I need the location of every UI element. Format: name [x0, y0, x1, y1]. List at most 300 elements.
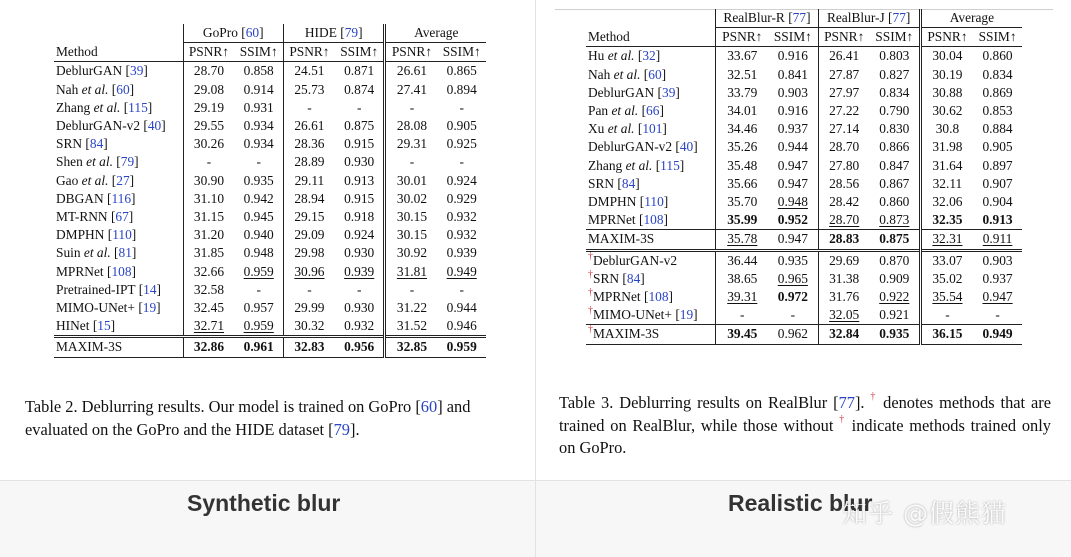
value-cell — [768, 211, 818, 230]
table-row — [54, 117, 486, 135]
value: 32.06 — [932, 194, 963, 210]
value-cell — [920, 102, 973, 120]
method-name: DeblurGAN — [588, 84, 655, 100]
value-cell — [335, 317, 385, 337]
value: 30.90 — [193, 172, 225, 188]
value-cell — [335, 81, 385, 99]
value: 28.70 — [193, 63, 225, 79]
et-al: et al. — [611, 103, 639, 119]
value-cell — [920, 270, 973, 288]
value-cell — [183, 117, 234, 135]
method-cell: DeblurGAN-v2 [40] — [588, 139, 698, 155]
value: 29.15 — [294, 209, 325, 225]
citation: 110 — [644, 194, 664, 210]
value-cell — [768, 288, 818, 306]
method-cell: Gao et al. [27] — [56, 172, 135, 188]
value-cell — [818, 66, 870, 84]
value: 28.83 — [829, 231, 860, 247]
value: - — [459, 154, 464, 170]
citation: 40 — [147, 118, 162, 134]
value: 28.70 — [829, 212, 860, 228]
value: 32.84 — [829, 326, 860, 342]
value-cell — [716, 120, 768, 138]
method-cell: †MIMO-UNet+ [19] — [588, 305, 698, 323]
et-al: et al. — [86, 154, 113, 170]
header-group-name: GoPro — [202, 25, 238, 40]
value-cell — [335, 172, 385, 190]
value: 27.22 — [829, 103, 860, 119]
value: 35.48 — [727, 157, 758, 173]
value-cell — [183, 244, 234, 262]
value-cell — [818, 120, 870, 138]
value-cell — [870, 175, 920, 193]
value-cell — [437, 172, 486, 190]
method-cell: Hu et al. [32] — [586, 47, 716, 66]
value-cell — [183, 226, 234, 244]
value-cell — [818, 102, 870, 120]
table-row — [54, 99, 486, 117]
citation: 39 — [662, 84, 676, 100]
value: 28.56 — [829, 175, 860, 191]
method-cell: DBGAN [116] — [56, 190, 136, 206]
value: 29.98 — [294, 245, 325, 261]
value: 0.956 — [344, 339, 375, 355]
header-group-name: HIDE — [304, 25, 337, 40]
value-cell — [973, 193, 1022, 211]
value: 29.55 — [193, 118, 225, 134]
value-cell — [920, 66, 973, 84]
value-cell — [870, 250, 920, 270]
value-cell — [437, 244, 486, 262]
value: 0.911 — [982, 231, 1013, 247]
value: 28.89 — [294, 154, 325, 170]
value-cell — [870, 138, 920, 156]
table-row — [54, 337, 486, 357]
table-row — [586, 175, 1022, 193]
value-cell — [870, 102, 920, 120]
header-group — [385, 24, 486, 43]
value: - — [356, 99, 362, 115]
value-cell — [920, 47, 973, 66]
citation: 14 — [143, 281, 157, 297]
value: 0.944 — [446, 300, 477, 316]
table-row — [586, 66, 1022, 84]
value: 29.08 — [193, 81, 225, 97]
value-cell — [973, 175, 1022, 193]
value: 31.22 — [396, 300, 428, 316]
value-cell — [716, 306, 768, 325]
value: 0.930 — [344, 300, 375, 316]
method-name: SRN — [56, 136, 83, 152]
method-cell: Zhang et al. [115] — [588, 157, 685, 173]
value-cell — [716, 47, 768, 66]
value-cell — [234, 117, 283, 135]
value: 35.66 — [727, 175, 758, 191]
value: 30.26 — [193, 136, 225, 152]
value-cell — [768, 102, 818, 120]
header-metric: SSIM↑ — [239, 44, 278, 60]
method-name: DeblurGAN — [56, 63, 123, 79]
citation: 110 — [112, 227, 132, 243]
header-metric: PSNR↑ — [716, 28, 768, 47]
value: 27.87 — [829, 66, 860, 82]
value-cell — [716, 325, 768, 344]
value-cell — [437, 81, 486, 99]
header-group-name: RealBlur-J — [826, 10, 885, 25]
value-cell — [973, 138, 1022, 156]
citation: 81 — [118, 245, 132, 261]
value-cell — [183, 135, 234, 153]
header-group — [920, 9, 1022, 28]
value-cell — [283, 172, 334, 190]
value: 31.20 — [193, 227, 225, 243]
value-cell — [385, 117, 437, 135]
value-cell — [818, 175, 870, 193]
value: 0.935 — [777, 252, 808, 268]
value-cell — [973, 306, 1022, 325]
value: 0.940 — [243, 227, 274, 243]
value: 0.948 — [243, 245, 274, 261]
citation: 84 — [626, 270, 641, 286]
value-cell — [920, 288, 973, 306]
value: - — [459, 281, 464, 297]
value: 32.11 — [932, 175, 963, 191]
value: 0.942 — [243, 190, 274, 206]
caption-table-3: Table 3. Deblurring results on RealBlur [77]. † denotes methods that are trained on RealBlur, while those without † indicate methods trained only on GoPro. — [559, 391, 1052, 457]
value-cell — [716, 66, 768, 84]
method-name: Suin — [56, 245, 81, 261]
table-row — [54, 153, 486, 171]
value: 0.860 — [879, 194, 910, 210]
value: - — [459, 99, 464, 115]
value-cell — [716, 102, 768, 120]
citation: 115 — [660, 157, 680, 173]
value-cell — [183, 263, 234, 281]
value-cell — [818, 193, 870, 211]
value: 25.73 — [294, 81, 325, 97]
value: 0.939 — [344, 263, 375, 279]
value: 0.909 — [879, 270, 910, 286]
value-cell — [335, 337, 385, 357]
value-cell — [335, 62, 385, 81]
value: 0.869 — [982, 84, 1013, 100]
method-name: DeblurGAN-v2 — [593, 252, 678, 268]
et-al: et al. — [81, 81, 109, 97]
citation: 60 — [245, 25, 260, 40]
value-cell — [234, 208, 283, 226]
value-cell — [870, 84, 920, 102]
dagger-mark: † — [870, 391, 878, 402]
value: 0.905 — [446, 118, 477, 134]
value: 0.947 — [777, 175, 808, 191]
value: 32.31 — [932, 231, 963, 247]
value-cell — [183, 62, 234, 81]
value-cell — [973, 250, 1022, 270]
method-cell: DMPHN [110] — [56, 227, 137, 243]
value-cell — [385, 337, 437, 357]
table-row — [54, 244, 486, 262]
table-row — [586, 84, 1022, 102]
value-cell — [870, 230, 920, 250]
value: 0.903 — [777, 84, 808, 100]
value: 28.08 — [396, 118, 428, 134]
value-cell — [768, 66, 818, 84]
citation: 79 — [344, 25, 359, 40]
value-cell — [234, 153, 283, 171]
value-cell — [385, 172, 437, 190]
value: 32.35 — [932, 212, 963, 228]
table-row — [54, 226, 486, 244]
value: 27.14 — [829, 121, 860, 137]
value-cell — [234, 317, 283, 337]
value: - — [206, 154, 212, 170]
method-cell: Nah et al. [60] — [588, 66, 667, 82]
value-cell — [870, 288, 920, 306]
value-cell — [234, 263, 283, 281]
value-cell — [716, 230, 768, 250]
table-row — [586, 193, 1022, 211]
citation: 60 — [648, 66, 662, 82]
value: 29.31 — [396, 136, 428, 152]
citation: 77 — [792, 10, 807, 25]
value: - — [356, 281, 362, 297]
value-cell — [183, 81, 234, 99]
value: - — [409, 154, 415, 170]
value: 0.962 — [777, 326, 808, 342]
table-row — [586, 288, 1022, 306]
label-synthetic-blur: Synthetic blur — [187, 490, 341, 516]
header-metric: SSIM↑ — [773, 29, 812, 45]
value: 32.71 — [193, 318, 225, 334]
value: 0.965 — [777, 270, 808, 286]
method-name: SRN — [593, 270, 620, 286]
header-metric: SSIM↑ — [978, 29, 1017, 45]
value: 32.45 — [193, 300, 225, 316]
value-cell — [385, 62, 437, 81]
value: 0.866 — [879, 139, 910, 155]
value: - — [307, 99, 312, 115]
citation: 67 — [115, 209, 129, 225]
value: 32.51 — [727, 66, 758, 82]
method-name: MAXIM-3S — [588, 231, 655, 247]
value: 0.935 — [243, 172, 274, 188]
method-cell: DeblurGAN [39] — [588, 84, 680, 100]
value-cell — [870, 270, 920, 288]
value: 29.09 — [294, 227, 325, 243]
value-cell — [818, 84, 870, 102]
value: 30.04 — [932, 48, 963, 64]
value: 0.921 — [879, 307, 910, 323]
value: 0.867 — [879, 175, 910, 191]
header-metric: PSNR↑ — [818, 28, 870, 47]
value: 0.875 — [879, 231, 910, 247]
et-al: et al. — [93, 99, 121, 115]
value: 28.70 — [829, 139, 860, 155]
value: 31.64 — [932, 157, 963, 173]
value-cell — [234, 299, 283, 317]
value: 0.932 — [446, 227, 477, 243]
value: 32.85 — [396, 339, 428, 355]
value: 0.918 — [344, 209, 375, 225]
header-metric: SSIM↑ — [875, 29, 914, 45]
value-cell — [183, 153, 234, 171]
header-metric: PSNR↑ — [385, 43, 437, 62]
value-cell — [716, 250, 768, 270]
value-cell — [283, 99, 334, 117]
value-cell — [973, 84, 1022, 102]
method-name: Gao — [56, 172, 79, 188]
value: 26.41 — [829, 48, 860, 64]
caption-table-2: Table 2. Deblurring results. Our model is trained on GoPro [60] and evaluated on the GoPro and the HIDE dataset [79]. — [25, 397, 471, 439]
value-cell — [818, 230, 870, 250]
value-cell — [920, 138, 973, 156]
value-cell — [385, 190, 437, 208]
value-cell — [385, 244, 437, 262]
method-cell: †MPRNet [108] — [588, 287, 673, 305]
value-cell — [870, 47, 920, 66]
value-cell — [437, 317, 486, 337]
value-cell — [385, 135, 437, 153]
method-name: Zhang — [588, 157, 623, 173]
value-cell — [283, 135, 334, 153]
value: 34.46 — [727, 121, 758, 137]
method-cell: DeblurGAN [39] — [54, 62, 183, 81]
table-row — [586, 250, 1022, 270]
value: 0.952 — [777, 212, 808, 228]
value-cell — [437, 153, 486, 171]
value-cell — [183, 337, 234, 357]
dagger-mark: † — [588, 287, 593, 299]
value-cell — [283, 62, 334, 81]
method-cell — [54, 337, 183, 357]
citation: 32 — [642, 48, 656, 64]
value-cell — [768, 250, 818, 270]
value-cell — [183, 317, 234, 337]
value-cell — [234, 172, 283, 190]
header-method: Method — [56, 44, 98, 60]
value: 31.81 — [396, 263, 428, 279]
value-cell — [920, 230, 973, 250]
value: 30.01 — [396, 172, 428, 188]
value: 0.949 — [982, 326, 1013, 342]
method-cell: †SRN [84] — [588, 268, 645, 286]
value: 0.947 — [777, 231, 808, 247]
method-name: Hu — [588, 48, 605, 64]
value-cell — [283, 337, 334, 357]
value-cell — [870, 66, 920, 84]
value-cell — [920, 193, 973, 211]
method-name: MPRNet — [593, 289, 641, 305]
value: 0.961 — [243, 339, 274, 355]
value-cell — [437, 226, 486, 244]
value-cell — [234, 62, 283, 81]
dagger-mark: † — [588, 250, 593, 262]
value-cell — [234, 337, 283, 357]
dagger-mark: † — [839, 413, 846, 425]
header-group: RealBlur-R [77] — [716, 9, 818, 28]
value: 30.88 — [932, 84, 963, 100]
value-cell — [768, 193, 818, 211]
value-cell — [920, 325, 973, 344]
et-al: et al. — [607, 48, 635, 64]
value: 36.44 — [727, 252, 758, 268]
table-row — [54, 281, 486, 299]
value: 29.19 — [193, 99, 225, 115]
value: 0.916 — [777, 103, 808, 119]
method-name: MPRNet — [56, 263, 104, 279]
label-realistic-blur: Realistic blur — [728, 490, 873, 516]
value: 31.38 — [829, 270, 860, 286]
citation: 66 — [646, 103, 660, 119]
value: 0.834 — [879, 84, 910, 100]
table-row — [54, 135, 486, 153]
table-row — [586, 230, 1022, 250]
method-name: MT-RNN — [56, 209, 108, 225]
value: 0.929 — [446, 190, 477, 206]
method-cell: Pan et al. [66] — [588, 103, 664, 119]
value: 0.897 — [982, 157, 1013, 173]
value: - — [945, 307, 950, 323]
method-name: MIMO-UNet+ — [56, 300, 135, 316]
value-cell — [920, 175, 973, 193]
header-group-name: RealBlur-R — [723, 10, 785, 25]
value-cell — [716, 288, 768, 306]
value-cell — [818, 157, 870, 175]
method-name: SRN — [588, 175, 615, 191]
table-row — [54, 208, 486, 226]
value: 29.11 — [294, 172, 325, 188]
value: 32.66 — [193, 263, 225, 279]
value: 0.827 — [879, 66, 910, 82]
value-cell — [234, 135, 283, 153]
citation: 19 — [142, 300, 157, 316]
value: 0.873 — [879, 212, 910, 228]
value-cell — [335, 153, 385, 171]
value: 31.76 — [829, 289, 860, 305]
value-cell — [716, 175, 768, 193]
method-cell — [586, 325, 716, 344]
value-cell — [437, 263, 486, 281]
citation: 27 — [116, 172, 130, 188]
value: 31.98 — [932, 139, 963, 155]
value-cell — [234, 99, 283, 117]
value-cell — [234, 190, 283, 208]
citation: 108 — [111, 263, 132, 279]
value: 0.915 — [344, 136, 375, 152]
value: 0.884 — [982, 121, 1013, 137]
value: 27.80 — [829, 157, 860, 173]
value-cell — [234, 226, 283, 244]
et-al: et al. — [625, 157, 653, 173]
table-row — [586, 138, 1022, 156]
value: 0.905 — [982, 139, 1013, 155]
label-divider — [0, 480, 1071, 481]
value: 0.904 — [982, 194, 1013, 210]
value-cell — [283, 244, 334, 262]
value: 0.937 — [777, 121, 808, 137]
value-cell — [870, 193, 920, 211]
value-cell — [818, 325, 870, 344]
table-row — [586, 102, 1022, 120]
value-cell — [183, 208, 234, 226]
value-cell — [818, 47, 870, 66]
value: 0.907 — [982, 175, 1013, 191]
value-cell — [385, 317, 437, 337]
value-cell — [437, 281, 486, 299]
value: 0.853 — [982, 103, 1013, 119]
value-cell — [335, 190, 385, 208]
method-name: MPRNet — [588, 212, 636, 228]
